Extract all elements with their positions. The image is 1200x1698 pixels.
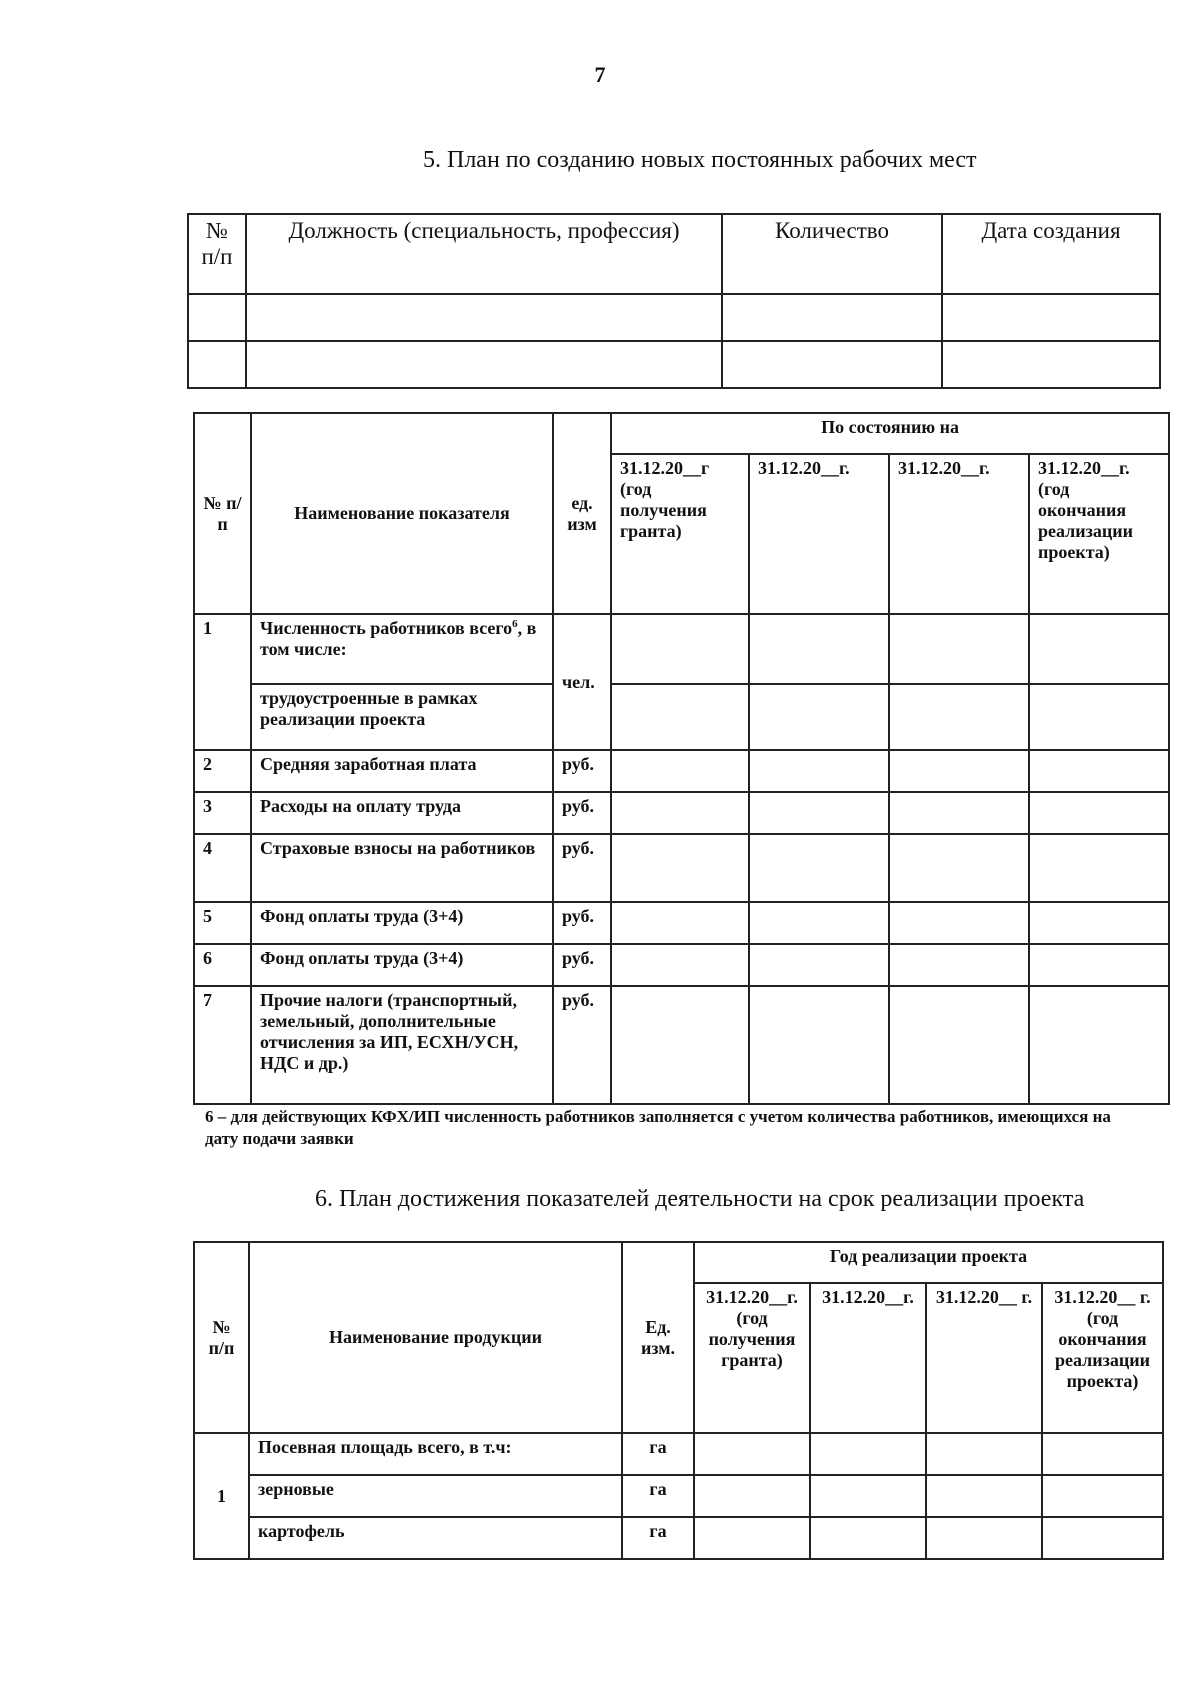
jobs-table [187,213,1161,389]
indicators-date-header: 31.12.20__г (год получения гранта) [611,454,749,614]
indicators-date-header: 31.12.20__г. (год окончания реализации проекта) [1029,454,1169,614]
value-cell[interactable] [889,750,1029,792]
product-name: Посевная площадь всего, в т.ч: [249,1433,622,1475]
value-cell[interactable] [1029,902,1169,944]
value-cell[interactable] [749,986,889,1104]
value-cell[interactable] [694,1433,810,1475]
value-cell[interactable] [1029,614,1169,684]
indicator-name-text: Численность работников всего [260,618,513,638]
indicators-header-unit: ед. изм [553,413,611,614]
indicators-header-num: № п/п [194,413,251,614]
products-date-header: 31.12.20__ г. (год окончания реализации проекта) [1042,1283,1163,1433]
indicator-unit: руб. [553,944,611,986]
jobs-cell[interactable] [246,341,722,388]
value-cell[interactable] [1042,1433,1163,1475]
value-cell[interactable] [611,944,749,986]
indicator-unit: руб. [553,750,611,792]
indicators-date-header: 31.12.20__г. [889,454,1029,614]
table-row [194,834,1169,902]
value-cell[interactable] [749,614,889,684]
table-row [194,614,1169,684]
indicator-name: Прочие налоги (транспортный, земельный, дополнительные отчисления за ИП, ЕСХН/УСН, НДС и др.) [251,986,553,1104]
products-date-header: 31.12.20__г. [810,1283,926,1433]
value-cell[interactable] [749,944,889,986]
indicators-table [193,412,1170,1105]
products-date-header: 31.12.20__ г. [926,1283,1042,1433]
row-number: 5 [194,902,251,944]
jobs-cell[interactable] [722,294,942,341]
value-cell[interactable] [611,834,749,902]
table-row [188,294,1160,341]
row-number: 6 [194,944,251,986]
product-unit: га [622,1517,694,1559]
jobs-header-num: № п/п [188,214,246,294]
row-number: 3 [194,792,251,834]
value-cell[interactable] [749,750,889,792]
jobs-header-quantity: Количество [722,214,942,294]
value-cell[interactable] [889,944,1029,986]
jobs-header-position: Должность (специальность, профессия) [246,214,722,294]
products-header-num: № п/п [194,1242,249,1433]
indicator-name: Расходы на оплату труда [251,792,553,834]
table-row [194,684,1169,750]
indicator-name: Фонд оплаты труда (3+4) [251,902,553,944]
section-5-title [423,147,977,174]
value-cell[interactable] [749,902,889,944]
table-row [194,986,1169,1104]
row-number: 1 [194,1433,249,1559]
value-cell[interactable] [810,1517,926,1559]
footnote-mark: 6 [512,618,518,630]
value-cell[interactable] [1042,1475,1163,1517]
jobs-cell[interactable] [722,341,942,388]
table-row [194,792,1169,834]
jobs-header-date: Дата создания [942,214,1160,294]
jobs-cell[interactable] [188,294,246,341]
jobs-cell[interactable] [942,341,1160,388]
value-cell[interactable] [1029,792,1169,834]
value-cell[interactable] [1029,834,1169,902]
product-unit: га [622,1475,694,1517]
indicator-unit: руб. [553,792,611,834]
indicator-unit: руб. [553,986,611,1104]
table-row [194,750,1169,792]
table-row [194,1517,1163,1559]
footnote: 6 – для действующих КФХ/ИП численность работников заполняется с учетом количества работников, имеющихся на дату подачи заявки [205,1107,1111,1148]
section-6-title-text: План достижения показателей деятельности на срок реализации проекта [339,1186,1085,1212]
value-cell[interactable] [611,902,749,944]
product-name: зерновые [249,1475,622,1517]
value-cell[interactable] [889,614,1029,684]
section-6-number: 6. [315,1186,333,1212]
indicator-unit: руб. [553,902,611,944]
jobs-cell[interactable] [246,294,722,341]
value-cell[interactable] [611,986,749,1104]
value-cell[interactable] [889,684,1029,750]
value-cell[interactable] [611,684,749,750]
section-5-title-text: План по созданию новых постоянных рабочих мест [447,147,977,173]
value-cell[interactable] [694,1475,810,1517]
value-cell[interactable] [889,986,1029,1104]
table-row [194,944,1169,986]
value-cell[interactable] [926,1433,1042,1475]
products-table [193,1241,1164,1560]
page-number: 7 [594,62,606,87]
jobs-cell[interactable] [942,294,1160,341]
value-cell[interactable] [611,614,749,684]
products-group-header: Год реализации проекта [694,1242,1163,1283]
value-cell[interactable] [926,1517,1042,1559]
value-cell[interactable] [889,902,1029,944]
products-header-name: Наименование продукции [249,1242,622,1433]
indicator-name [251,614,553,684]
indicator-name: Страховые взносы на работников [251,834,553,902]
value-cell[interactable] [926,1475,1042,1517]
value-cell[interactable] [611,792,749,834]
products-date-header: 31.12.20__г. (год получения гранта) [694,1283,810,1433]
table-row [188,341,1160,388]
table-row [194,1433,1163,1475]
value-cell[interactable] [611,750,749,792]
product-name: картофель [249,1517,622,1559]
row-number: 4 [194,834,251,902]
indicator-unit: руб. [553,834,611,902]
section-6-title [315,1186,1084,1213]
value-cell[interactable] [1029,750,1169,792]
value-cell[interactable] [1029,986,1169,1104]
value-cell[interactable] [1042,1517,1163,1559]
indicator-subname: трудоустроенные в рамках реализации проекта [251,684,553,750]
value-cell[interactable] [694,1517,810,1559]
product-unit: га [622,1433,694,1475]
value-cell[interactable] [1029,944,1169,986]
indicator-name-suffix: , в том числе: [260,618,537,659]
section-5-number: 5. [423,147,441,173]
value-cell[interactable] [810,1475,926,1517]
value-cell[interactable] [749,684,889,750]
value-cell[interactable] [1029,684,1169,750]
value-cell[interactable] [749,834,889,902]
indicator-unit: чел. [553,614,611,750]
value-cell[interactable] [889,834,1029,902]
indicators-group-header: По состоянию на [611,413,1169,454]
indicator-name: Фонд оплаты труда (3+4) [251,944,553,986]
indicators-header-name: Наименование показателя [251,413,553,614]
row-number: 7 [194,986,251,1104]
row-number: 1 [194,614,251,750]
table-row [194,1475,1163,1517]
products-header-unit: Ед. изм. [622,1242,694,1433]
value-cell[interactable] [749,792,889,834]
indicators-date-header: 31.12.20__г. [749,454,889,614]
table-row [194,902,1169,944]
value-cell[interactable] [889,792,1029,834]
indicator-name: Средняя заработная плата [251,750,553,792]
row-number: 2 [194,750,251,792]
value-cell[interactable] [810,1433,926,1475]
jobs-cell[interactable] [188,341,246,388]
